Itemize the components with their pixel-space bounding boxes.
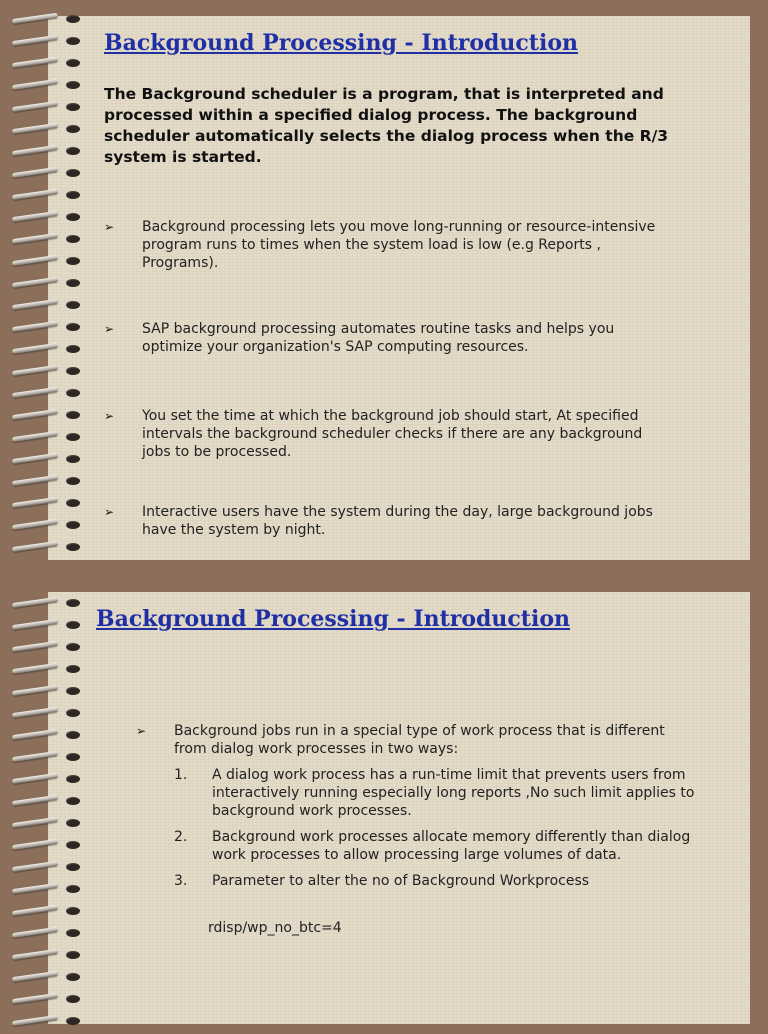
binding-hole	[66, 951, 80, 959]
spiral-ring	[8, 516, 88, 538]
binding-hole	[66, 455, 80, 463]
binding-hole	[66, 643, 80, 651]
arrow-bullet-icon: ➢	[104, 220, 115, 234]
binding-hole	[66, 621, 80, 629]
spiral-ring	[8, 76, 88, 98]
parameter-value: rdisp/wp_no_btc=4	[208, 920, 342, 936]
slide-title: Background Processing - Introduction	[104, 30, 578, 56]
spiral-wire	[12, 839, 58, 850]
binding-hole	[66, 147, 80, 155]
spiral-ring	[8, 836, 88, 858]
spiral-wire	[12, 817, 58, 828]
list-item: ➢ Interactive users have the system during the day, large background jobs have the system by night.	[104, 504, 653, 538]
binding-hole	[66, 929, 80, 937]
spiral-wire	[12, 145, 58, 156]
binding-hole	[66, 389, 80, 397]
binding-hole	[66, 863, 80, 871]
bullet-list	[136, 722, 696, 898]
spiral-ring	[8, 494, 88, 516]
spiral-ring	[8, 32, 88, 54]
spiral-ring	[8, 538, 88, 560]
spiral-ring	[8, 340, 88, 362]
spiral-wire	[12, 409, 58, 420]
spiral-wire	[12, 751, 58, 762]
binding-hole	[66, 59, 80, 67]
bullet-list	[104, 503, 664, 539]
arrow-bullet-icon: ➢	[104, 409, 115, 423]
spiral-wire	[12, 101, 58, 112]
binding-hole	[66, 775, 80, 783]
binding-hole	[66, 15, 80, 23]
spiral-ring	[8, 230, 88, 252]
spiral-ring	[8, 142, 88, 164]
spiral-ring	[8, 318, 88, 340]
numbered-item: 3. Parameter to alter the no of Background Workprocess	[174, 873, 590, 889]
binding-hole	[66, 323, 80, 331]
spiral-ring	[8, 770, 88, 792]
binding-hole	[66, 907, 80, 915]
spiral-wire	[12, 57, 58, 68]
binding-hole	[66, 411, 80, 419]
spiral-ring	[8, 726, 88, 748]
binding-hole	[66, 543, 80, 551]
spiral-ring	[8, 362, 88, 384]
spiral-wire	[12, 35, 58, 46]
binding-hole	[66, 125, 80, 133]
spiral-ring	[8, 296, 88, 318]
spiral-wire	[12, 949, 58, 960]
bullet-list	[104, 407, 664, 461]
spiral-ring	[8, 594, 88, 616]
spiral-ring	[8, 968, 88, 990]
spiral-binding	[8, 10, 88, 560]
spiral-ring	[8, 274, 88, 296]
binding-hole	[66, 709, 80, 717]
spiral-wire	[12, 255, 58, 266]
binding-hole	[66, 973, 80, 981]
binding-hole	[66, 235, 80, 243]
spiral-ring	[8, 638, 88, 660]
spiral-wire	[12, 233, 58, 244]
spiral-wire	[12, 189, 58, 200]
binding-hole	[66, 301, 80, 309]
spiral-ring	[8, 252, 88, 274]
spiral-wire	[12, 927, 58, 938]
spiral-ring	[8, 428, 88, 450]
binding-hole	[66, 103, 80, 111]
spiral-ring	[8, 472, 88, 494]
binding-hole	[66, 367, 80, 375]
spiral-wire	[12, 685, 58, 696]
spiral-ring	[8, 186, 88, 208]
spiral-wire	[12, 993, 58, 1004]
spiral-ring	[8, 1012, 88, 1034]
spiral-ring	[8, 748, 88, 770]
spiral-wire	[12, 883, 58, 894]
spiral-wire	[12, 431, 58, 442]
spiral-wire	[12, 795, 58, 806]
spiral-ring	[8, 616, 88, 638]
spiral-wire	[12, 299, 58, 310]
binding-hole	[66, 885, 80, 893]
spiral-ring	[8, 120, 88, 142]
spiral-wire	[12, 861, 58, 872]
spiral-wire	[12, 729, 58, 740]
list-item: ➢ Background processing lets you move long-running or resource-intensive program runs to times when the system load is low (e.g Reports , Programs).	[104, 219, 656, 271]
binding-hole	[66, 433, 80, 441]
binding-hole	[66, 191, 80, 199]
spiral-ring	[8, 946, 88, 968]
spiral-wire	[12, 387, 58, 398]
spiral-wire	[12, 123, 58, 134]
spiral-ring	[8, 880, 88, 902]
binding-hole	[66, 731, 80, 739]
binding-hole	[66, 213, 80, 221]
spiral-ring	[8, 990, 88, 1012]
spiral-wire	[12, 277, 58, 288]
spiral-wire	[12, 519, 58, 530]
spiral-ring	[8, 450, 88, 472]
binding-hole	[66, 841, 80, 849]
spiral-ring	[8, 902, 88, 924]
spiral-wire	[12, 453, 58, 464]
spiral-ring	[8, 10, 88, 32]
spiral-ring	[8, 814, 88, 836]
spiral-ring	[8, 384, 88, 406]
binding-hole	[66, 257, 80, 265]
arrow-bullet-icon: ➢	[104, 322, 115, 336]
spiral-wire	[12, 663, 58, 674]
spiral-wire	[12, 167, 58, 178]
slide-2	[0, 584, 768, 1024]
numbered-item: 1. A dialog work process has a run-time limit that prevents users from interactively running especially long reports ,No such limit applies to background work processes.	[174, 767, 695, 819]
list-item: ➢ Background jobs run in a special type of work process that is different from dialog work processes in two ways: 1. A dialog work process has a run-time limit that prevents users from interactively running especially long reports ,No such limit applies to background work processes. 2. Background work processes allocate memory differently than dialog work processes to allow processing large volumes of data. 3. Parameter to alter the no of Background Workprocess	[136, 723, 695, 889]
spiral-ring	[8, 406, 88, 428]
binding-hole	[66, 665, 80, 673]
spiral-ring	[8, 682, 88, 704]
binding-hole	[66, 687, 80, 695]
spiral-wire	[12, 79, 58, 90]
spiral-ring	[8, 660, 88, 682]
spiral-wire	[12, 497, 58, 508]
binding-hole	[66, 499, 80, 507]
spiral-ring	[8, 924, 88, 946]
spiral-ring	[8, 54, 88, 76]
list-item: ➢ SAP background processing automates routine tasks and helps you optimize your organization's SAP computing resources.	[104, 321, 615, 355]
binding-hole	[66, 753, 80, 761]
binding-hole	[66, 37, 80, 45]
spiral-wire	[12, 365, 58, 376]
binding-hole	[66, 169, 80, 177]
spiral-wire	[12, 321, 58, 332]
list-item: ➢ You set the time at which the background job should start, At specified intervals the background scheduler checks if there are any background jobs to be processed.	[104, 408, 643, 460]
spiral-ring	[8, 164, 88, 186]
binding-hole	[66, 521, 80, 529]
binding-hole	[66, 81, 80, 89]
slide-title: Background Processing - Introduction	[96, 606, 570, 632]
numbered-list	[174, 766, 696, 890]
spiral-wire	[12, 1015, 58, 1026]
spiral-wire	[12, 475, 58, 486]
spiral-wire	[12, 971, 58, 982]
bullet-list	[104, 320, 664, 356]
binding-hole	[66, 797, 80, 805]
spiral-wire	[12, 619, 58, 630]
spiral-ring	[8, 208, 88, 230]
spiral-wire	[12, 541, 58, 552]
spiral-ring	[8, 858, 88, 880]
arrow-bullet-icon: ➢	[104, 505, 115, 519]
spiral-ring	[8, 704, 88, 726]
binding-hole	[66, 345, 80, 353]
binding-hole	[66, 995, 80, 1003]
spiral-wire	[12, 211, 58, 222]
spiral-wire	[12, 773, 58, 784]
arrow-bullet-icon: ➢	[136, 724, 147, 738]
spiral-ring	[8, 792, 88, 814]
spiral-ring	[8, 98, 88, 120]
spiral-wire	[12, 641, 58, 652]
numbered-item: 2. Background work processes allocate memory differently than dialog work processes to allow processing large volumes of data.	[174, 829, 691, 863]
bullet-list	[104, 218, 664, 272]
spiral-wire	[12, 905, 58, 916]
spiral-binding	[8, 594, 88, 1034]
intro-paragraph: The Background scheduler is a program, that is interpreted and processed within a specified dialog process. The background scheduler automatically selects the dialog process when the R/3 system is started.	[104, 85, 669, 166]
spiral-wire	[12, 707, 58, 718]
binding-hole	[66, 599, 80, 607]
binding-hole	[66, 477, 80, 485]
spiral-wire	[12, 343, 58, 354]
spiral-wire	[12, 13, 58, 24]
binding-hole	[66, 279, 80, 287]
binding-hole	[66, 819, 80, 827]
spiral-wire	[12, 597, 58, 608]
